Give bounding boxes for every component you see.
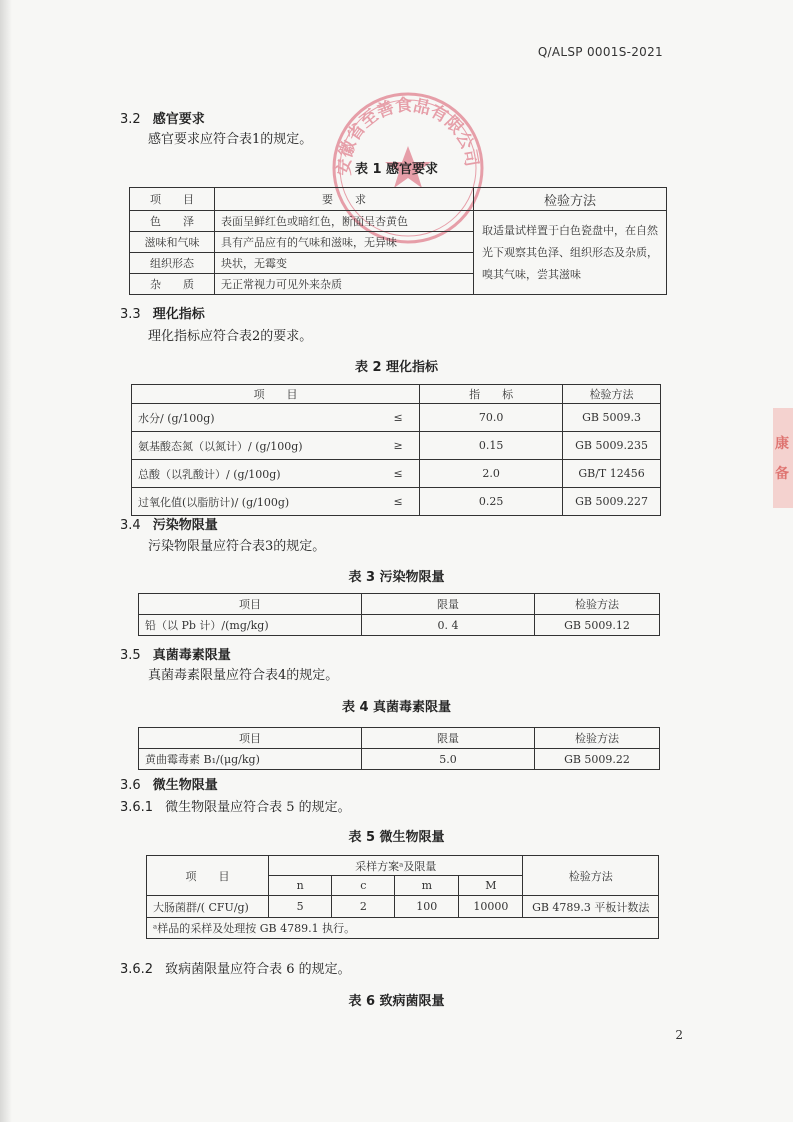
table-header-item: 项 目 (130, 188, 215, 211)
table-cell-method: GB 5009.235 (563, 432, 661, 460)
section-3-4-heading (120, 514, 218, 533)
table-header-item: 项目 (139, 728, 362, 749)
section-3-5-heading (120, 644, 231, 663)
table-cell-method: GB/T 12456 (563, 460, 661, 488)
table-cell-limit: 5.0 (362, 749, 535, 770)
svg-text:备: 备 (775, 466, 789, 482)
table-cell-method: GB 5009.22 (535, 749, 660, 770)
table-header-method: 检验方法 (523, 856, 659, 896)
table-cell-item: 黄曲霉毒素 B₁/(μg/kg) (139, 749, 362, 770)
table-cell-item: 大肠菌群/( CFU/g) (147, 896, 269, 918)
table-cell-n: 5 (269, 896, 332, 918)
table-cell-requirement: 无正常视力可见外来杂质 (215, 274, 474, 295)
table-cell-item: 水分/ (g/100g) (132, 404, 378, 432)
table-header-method: 检验方法 (563, 385, 661, 404)
table-cell-m: 100 (395, 896, 459, 918)
table-cell-value: 0.15 (420, 432, 563, 460)
table-cell-method: 取适量试样置于白色瓷盘中，在自然光下观察其色泽、组织形态及杂质，嗅其气味，尝其滋味 (474, 211, 667, 295)
comparison-symbol: ≤ (377, 460, 420, 488)
table-4-mycotoxins (138, 727, 660, 770)
table-cell-value: 0.25 (420, 488, 563, 516)
section-number: 3.2 (120, 112, 141, 127)
section-3-5-text: 真菌毒素限量应符合表4的规定。 (148, 668, 339, 683)
table-3-contaminants (138, 593, 660, 636)
table-cell-item: 过氧化值(以脂肪计)/ (g/100g) (132, 488, 378, 516)
standard-code: Q/ALSP 0001S-2021 (537, 45, 663, 59)
table-cell-limit: 0. 4 (362, 615, 535, 636)
table-cell-item: 组织形态 (130, 253, 215, 274)
table-header-method: 检验方法 (474, 188, 667, 211)
table-header-limit: 限量 (362, 594, 535, 615)
section-number: 3.4 (120, 518, 141, 533)
section-title: 污染物限量 (152, 518, 218, 533)
table-5-caption: 表 5 微生物限量 (348, 830, 445, 845)
table-cell-value: 70.0 (420, 404, 563, 432)
table-cell-item: 总酸（以乳酸计）/ (g/100g) (132, 460, 378, 488)
section-number: 3.6 (120, 778, 141, 793)
section-text: 微生物限量应符合表 5 的规定。 (165, 800, 351, 815)
section-number: 3.6.2 (120, 962, 154, 977)
section-3-6-2-text (120, 958, 351, 977)
section-title: 微生物限量 (152, 778, 218, 793)
table-cell-method: GB 4789.3 平板计数法 (523, 896, 659, 918)
table-3-caption: 表 3 污染物限量 (348, 570, 445, 585)
table-2-caption: 表 2 理化指标 (354, 360, 439, 375)
section-3-2-text: 感官要求应符合表1的规定。 (148, 132, 313, 147)
table-1-sensory (129, 187, 667, 295)
comparison-symbol: ≤ (377, 404, 420, 432)
comparison-symbol: ≥ (377, 432, 420, 460)
table-cell-requirement: 块状，无霉变 (215, 253, 474, 274)
table-cell-requirement: 表面呈鲜红色或暗红色，断面呈杏黄色 (215, 211, 474, 232)
table-cell-item: 色 泽 (130, 211, 215, 232)
table-6-caption: 表 6 致病菌限量 (348, 994, 445, 1009)
section-3-6-heading (120, 774, 218, 793)
table-1-caption: 表 1 感官要求 (354, 162, 439, 177)
table-header-method: 检验方法 (535, 594, 660, 615)
svg-text:安徽省至善食品有限公司: 安徽省至善食品有限公司 (334, 95, 482, 176)
table-subheader-M: M (459, 876, 523, 896)
table-header-item: 项目 (139, 594, 362, 615)
table-header-method: 检验方法 (535, 728, 660, 749)
table-4-caption: 表 4 真菌毒素限量 (341, 700, 452, 715)
table-footnote: ᵃ样品的采样及处理按 GB 4789.1 执行。 (147, 918, 659, 939)
table-subheader-n: n (269, 876, 332, 896)
section-text: 致病菌限量应符合表 6 的规定。 (165, 962, 351, 977)
table-cell-item: 杂 质 (130, 274, 215, 295)
page-number: 2 (675, 1028, 683, 1042)
table-2-physicochemical (131, 384, 661, 516)
section-3-2-heading (120, 108, 205, 127)
table-header-item: 项 目 (132, 385, 420, 404)
svg-text:康: 康 (775, 436, 789, 452)
table-cell-item: 铅（以 Pb 计）/(mg/kg) (139, 615, 362, 636)
comparison-symbol: ≤ (377, 488, 420, 516)
table-cell-method: GB 5009.3 (563, 404, 661, 432)
table-header-sampling-plan: 采样方案ᵃ及限量 (269, 856, 523, 876)
table-5-microbial (146, 855, 659, 939)
section-number: 3.3 (120, 307, 141, 322)
table-cell-value: 2.0 (420, 460, 563, 488)
side-filing-mark (771, 408, 793, 508)
section-3-3-heading (120, 303, 205, 322)
table-cell-method: GB 5009.227 (563, 488, 661, 516)
table-header-item: 项 目 (147, 856, 269, 896)
table-cell-item: 滋味和气味 (130, 232, 215, 253)
table-header-requirement: 要 求 (215, 188, 474, 211)
section-3-3-text: 理化指标应符合表2的要求。 (148, 329, 313, 344)
section-title: 理化指标 (152, 307, 205, 322)
section-3-6-1-text (120, 796, 351, 815)
section-number: 3.6.1 (120, 800, 154, 815)
section-title: 真菌毒素限量 (152, 648, 231, 663)
table-cell-item: 氨基酸态氮（以氮计）/ (g/100g) (132, 432, 378, 460)
table-subheader-m: m (395, 876, 459, 896)
table-header-limit: 限量 (362, 728, 535, 749)
table-cell-c: 2 (332, 896, 395, 918)
section-title: 感官要求 (152, 112, 205, 127)
section-3-4-text: 污染物限量应符合表3的规定。 (148, 539, 326, 554)
table-header-index: 指 标 (420, 385, 563, 404)
table-subheader-c: c (332, 876, 395, 896)
table-cell-M: 10000 (459, 896, 523, 918)
section-number: 3.5 (120, 648, 141, 663)
table-cell-requirement: 具有产品应有的气味和滋味，无异味 (215, 232, 474, 253)
table-cell-method: GB 5009.12 (535, 615, 660, 636)
